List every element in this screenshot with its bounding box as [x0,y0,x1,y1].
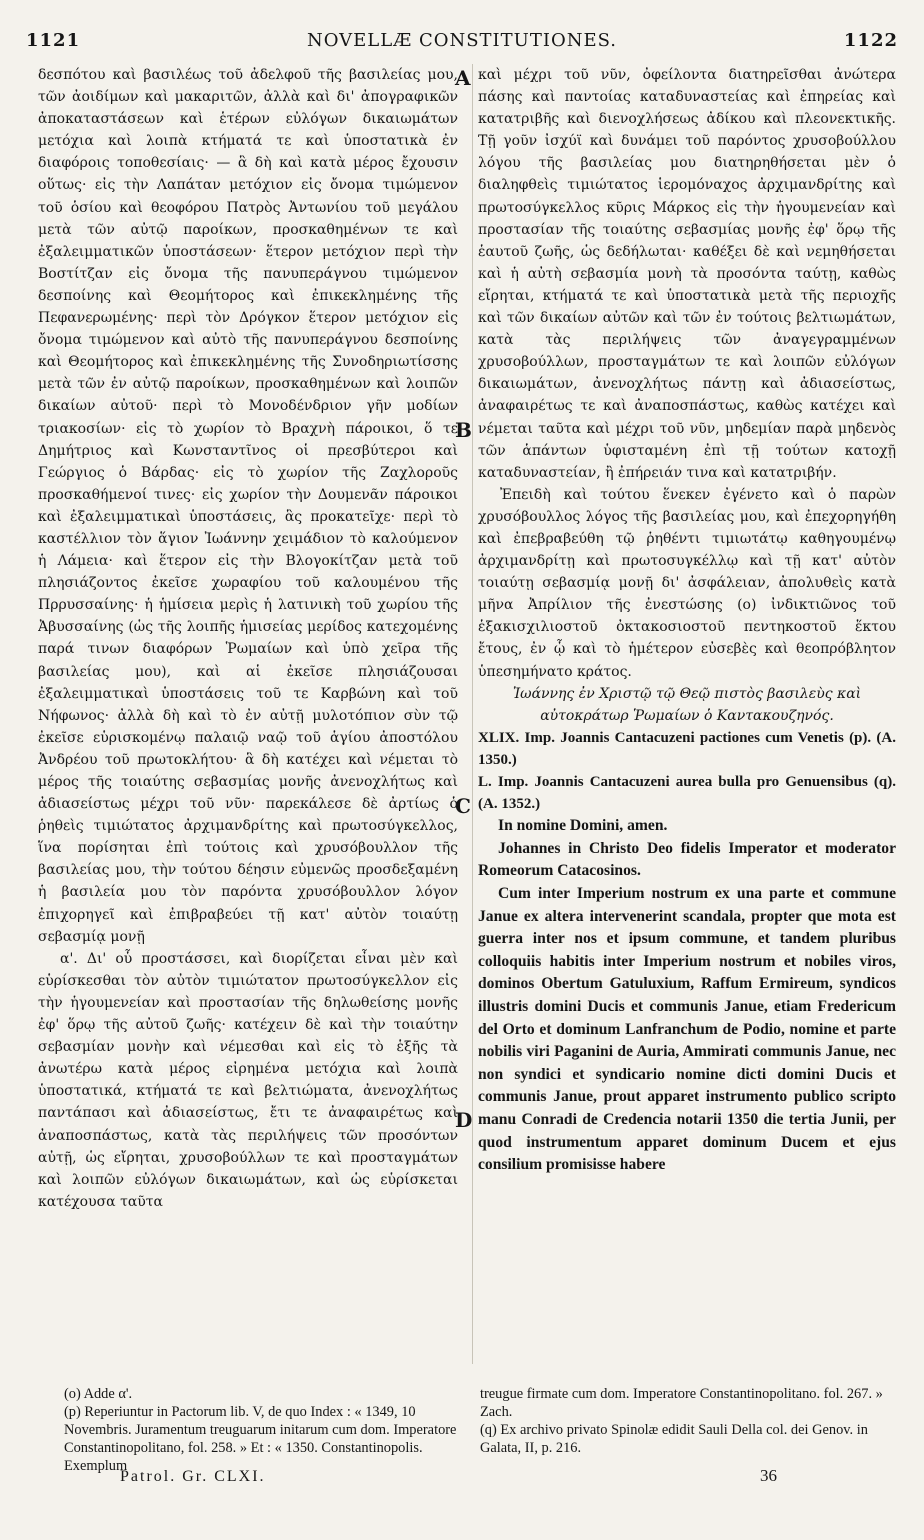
footnotes-left [64,1385,468,1475]
right-column [478,64,896,1364]
latin-invocation: In nomine Domini, amen. [498,817,668,835]
left-column [38,64,458,1364]
footnotes-right [480,1385,896,1457]
greek-paragraph: δεσπότου καὶ βασιλέως τοῦ ἀδελφοῦ τῆς βασιλείας μου, τῶν ἀοιδίμων καὶ μακαριτῶν, ἀλλὰ καὶ δι' ἀπογραφικῶν ἀποκαταστάσεων καὶ ἑτέρων εὐλόγων δικαιωμάτων μετόχια καὶ λοιπὰ κτήματά τε καὶ ὑποστατικὰ ἐν διαφόροις τοποθεσίαις· — ἃ δὴ καὶ κατὰ μέρος ἔχουσιν οὕτως· εἰς τὴν Λαπάταν μετόχιον εἰς ὄνομα τιμώμενον τοῦ ὁσίου καὶ θεοφόρου Πατρὸς Ἀντωνίου τοῦ μεγάλου μετὰ τῶν αὐτῷ παροίκων, προσκαθημένων τε καὶ ἐξαλειμματικῶν ὑποστάσεων· ἕτερον μετόχιον περὶ τὴν Βοστίτζαν εἰς ὄνομα τῆς πανυπεράγνου τιμώμενον δεσποίνης καὶ Θεομήτορος καὶ ἐπικεκλημένης τῆς Πεφανερωμένης· περὶ τὸν Δρόγκον ἕτερον μετόχιον εἰς ὄνομα τιμώμενον καὶ αὐτὸ τῆς πανυπεράγνου δεσποίνης καὶ Θεομήτορος καὶ ἐπικεκλημένης τῆς Συνοδηριωτίσσης μετὰ τῶν ἐν αὐτῷ παροίκων, προσκαθημένων καὶ λοιπῶν δικαίων αὐτοῦ· περὶ τὸ Μονοδένδριον γῆν μοδίων τριακοσίων· εἰς τὸ χωρίον τὸ Βραχνὴ πάροικοι, ὅ τε Δημήτριος καὶ Κωνσταντῖνος οἱ πρεσβύτεροι καὶ Γεώργιος ὁ Βάρδας· εἰς τὸ χωρίον τῆς Ζαχλοροῦς προσκαθήμενοί τινες· εἰς χωρίον τὴν Δουμενᾶν πάροικοι καὶ ἐξαλειμματικαὶ ὑποστάσεις, ἃς προκατεῖχε· περὶ τὸ καστέλλιον τὸν ἅγιον Ἰωάννην χειμάδιον τὸ καλούμενον ἡ Λάμεια· καὶ ἕτερον εἰς τὴν Βλογοκίτζαν μετὰ τοῦ πλησιάζοντος ἐκεῖσε χωραφίου τοῦ καλουμένου τῆς Πρρυσσαίνης· ἡ ἡμίσεια μερὶς ἡ λατινικὴ τοῦ χωρίου τῆς Ἀβυσσαίνης (ὡς τῆς λοιπῆς ἡμισείας μερίδος κατεχομένης παρά τινων διαφόρων Ῥωμαίων καὶ ὑπὸ χεῖρα τῆς βασιλείας μου), καὶ αἱ ἐκεῖσε πλησιάζουσαι ἐξαλειμματικαὶ ὑποστάσεις τοῦ τε Καρβώνη καὶ τοῦ Νήφωνος· ἀλλὰ δὴ καὶ τὸ ἐν αὐτῇ μυλοτόπιον σὺν τῷ ἐκεῖσε εὑρισκομένῳ παλαιῷ ναῷ τοῦ ἁγίου ἀποστόλου Ἀνδρέου τοῦ πρωτοκλήτου· ἃ δὴ κατέχει καὶ νέμεται τὸ μέρος τῆς τοιαύτης σεβασμίας μονῆς ἀνενοχλήτως καὶ ἀδιασείστως μέχρι τοῦ νῦν· παρεκάλεσε δὲ ἀρτίως ὁ ῥηθεὶς τιμιώτατος ἀρχιμανδρίτης καὶ πρωτοσύγκελλος, ἵνα πορίσηται ἐπὶ τούτοις καὶ χρυσόβουλλον τῆς βασιλείας μου, τὴν τούτου δέησιν εὐμενῶς προσδεξαμένη ἡ βασιλεία μου τὸν παρόντα χρυσόβουλλον λόγον ἐπιχορηγεῖ καὶ ἐπιβραβεύει τῇ κατ' αὐτὸν τοιαύτῃ σεβασμίᾳ μονῇ [38,67,458,945]
greek-paragraph: Ἐπειδὴ καὶ τούτου ἕνεκεν ἐγένετο καὶ ὁ παρὼν χρυσόβουλλος λόγος τῆς βασιλείας μου, καὶ ἐπεχορηγήθη καὶ ἐπεβραβεύθη τῷ ῥηθέντι τιμιωτάτῳ καθηγουμένῳ ἀρχιμανδρίτῃ καὶ πρωτοσυγκέλλῳ καὶ τῇ κατ' αὐτὸν τοιαύτῃ σεβασμίᾳ μονῇ δι' ἀσφάλειαν, ἀπολυθεὶς κατὰ μῆνα Ἀπρίλιον τῆς ἐνεστώσης (ο) ἰνδικτιῶνος τοῦ ἑξακισχιλιοστοῦ ὀκτακοσιοστοῦ πεντηκοστοῦ ἕκτου ἔτους, ἐν ᾧ καὶ τὸ ἡμέτερον εὐσεβὲς καὶ θεοπρόβλητον ὑπεσημήνατο κράτος. [478,486,896,680]
left-page-number: 1121 [26,30,81,51]
document-heading-xlix: XLIX. Imp. Joannis Cantacuzeni pactiones cum Venetis (p). (A. 1350.) [478,729,896,768]
margin-marker-b: B [455,418,472,442]
greek-paragraph: καὶ μέχρι τοῦ νῦν, ὀφείλοντα διατηρεῖσθαι ἀνώτερα πάσης καὶ παντοίας καταδυναστείας καὶ ἐπηρείας καὶ κατατριβῆς καὶ διενοχλήσεως ἀδίκου καὶ πλεονεκτικῆς. Τῇ γοῦν ἰσχύϊ καὶ δυνάμει τοῦ παρόντος χρυσοβούλλου λόγου τῆς βασιλείας μου διατηρηθήσεται μὲν ὁ διαληφθεὶς τιμιώτατος ἱερομόναχος ἀρχιμανδρίτης καὶ πρωτοσύγκελλος κῦρις Μάρκος εἰς τὴν ἡγουμενείαν καὶ προστασίαν τῆς τοιαύτης σεβασμίας μονῆς ἐφ' ὅρῳ τῆς ἑαυτοῦ ζωῆς, ὡς δεδήλωται· καθέξει δὲ καὶ νεμηθήσεται καὶ ἡ αὐτὴ σεβασμία μονὴ τὰ προσόντα ταύτῃ, καθὼς εἴρηται, κτήματά τε καὶ ὑποστατικὰ μετὰ τῆς περιοχῆς καὶ τῶν δικαίων αὐτῶν καὶ τῶν ἐν τούτοις βελτιωμάτων, κατὰ τὰς περιλήψεις τῶν ἀναγεγραμμένων χρυσοβούλλων, προσταγμάτων τε καὶ λοιπῶν εὐλόγων δικαιωμάτων, ἀνενοχλήτως πάντῃ καὶ ἀδιασείστως, ἀναφαιρέτως τε καὶ ἀναποσπάστως, καθὼς κατέχει καὶ νέμεται ταῦτα καὶ μέχρι τοῦ νῦν, μηδεμίαν παρὰ μηδενὸς τῶν ἁπάντων ὑφισταμένη ἐπὶ τῇ τούτων κατοχῇ καταδυναστείαν, ἢ ἐπήρειάν τινα καὶ κατατριβήν. [478,67,896,481]
running-title: NOVELLÆ CONSTITUTIONES. [306,30,618,51]
latin-text [478,815,896,1177]
greek-paragraph: α'. Δι' οὗ προστάσσει, καὶ διορίζεται εἶναι μὲν καὶ εὑρίσκεσθαι τὸν αὐτὸν τιμιώτατον πρωτοσύγκελλον εἰς τὴν ἡγουμενείαν καὶ προστασίαν τῆς δηλωθείσης μονῆς ἐφ' ὅρῳ τῆς αὐτοῦ ζωῆς· κατέχειν δὲ καὶ τὴν τοιαύτην σεβασμίαν μονὴν καὶ νέμεσθαι καὶ εἰς τὸ ἑξῆς τὰ ἀνωτέρω κατὰ μέρος εἰρημένα μετόχια καὶ λοιπὰ ὑποστατικά, κτήματά τε καὶ βελτιώματα, ἀνενοχλήτως παντάπασι καὶ ἀδιασείστως, ἔτι τε ἀναφαιρέτως καὶ ἀναποσπάστως, κατὰ τὰς περιλήψεις τῶν προσόντων αὐτῇ, ὡς εἴρηται, χρυσοβούλλων τε καὶ προσταγμάτων καὶ λοιπῶν εὐλόγων δικαιωμάτων, καὶ ὡς εὑρίσκεται κατέχουσα ταῦτα [38,950,458,1210]
latin-paragraph: Cum inter Imperium nostrum ex una parte et commune Janue ex altera intervenerint scandala, propter que mota est guerra inter nos et ipsum commune, et tandem pluribus colloquiis habitis inter Imperium nostrum et nobiles viros, dominos Obertum Gatuluxium, Raffum Ermireum, syndicos illustris domini Ducis et communis Janue, etiam Fredericum del Orto et dominum Lanfranchum de Podio, nomine et parte nobilis viri Paganini de Auria, Ammirati communis Janue, nec non syndici et syndicario nomine dicti domini Ducis et communis Janue, prout apparet instrumento publico scripto manu Conradi de Credencia notarii 1350 die tertia Junii, per quod instrumentum apparet dominum Ducem et ejus consilium promisisse habere [478,884,896,1174]
right-page-number: 1122 [843,30,898,51]
column-divider [472,64,473,1364]
imperial-signature: Ἰωάννης ἐν Χριστῷ τῷ Θεῷ πιστὸς βασιλεὺς καὶ αὐτοκράτωρ Ῥωμαίων ὁ Καντακουζηνός. [512,685,862,724]
margin-marker-d: D [455,1108,473,1132]
document-heading-l: L. Imp. Joannis Cantacuzeni aurea bulla pro Genuensibus (q). (A. 1352.) [478,774,896,813]
running-header [26,30,898,62]
footnote-q: (q) Ex archivo privato Spinolæ edidit Sauli Della col. dei Genov. in Galata, II, p. 216. [480,1422,868,1456]
margin-marker-c: C [455,794,471,818]
footnote-o: (o) Adde α'. [64,1386,133,1402]
series-footer: Patrol. Gr. CLXI. [120,1468,266,1485]
latin-intitulatio: Johannes in Christo Deo fidelis Imperator et moderator Romeorum Catacosinos. [478,839,896,880]
margin-marker-a: A [455,66,471,90]
signature-number: 36 [760,1466,777,1485]
footnote-p-continued: treugue firmate cum dom. Imperatore Constantinopolitano. fol. 267. » Zach. [480,1386,883,1420]
footnote-p: (p) Reperiuntur in Pactorum lib. V, de quo Index : « 1349, 10 Novembris. Juramentum treuguarum initarum cum dom. Imperatore Constantinopolitano, fol. 258. » Et : « 1350. Constantinopolis. Exemplum [64,1404,457,1474]
